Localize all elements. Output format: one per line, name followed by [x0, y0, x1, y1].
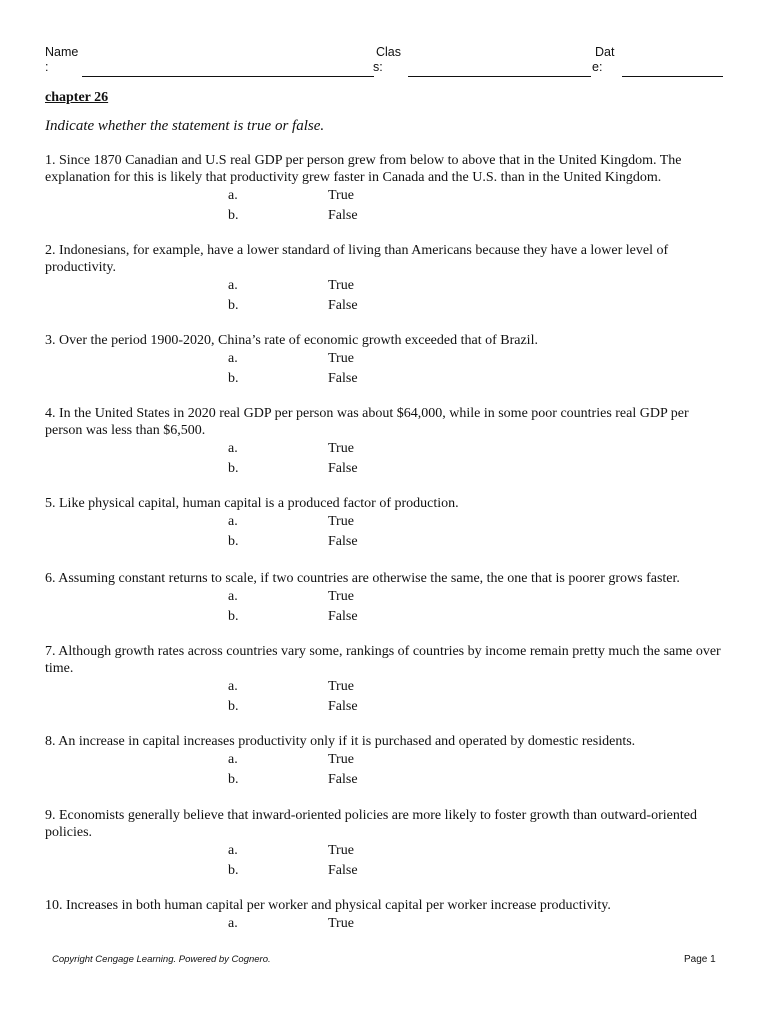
- class-label-line2: s:: [373, 60, 383, 74]
- question-1-option-true[interactable]: True: [328, 188, 354, 203]
- name-field-label: [45, 45, 78, 75]
- question-1-option-letter: a.: [228, 188, 238, 203]
- question-5-option-letter: a.: [228, 514, 238, 529]
- question-5-text: 5. Like physical capital, human capital is a produced factor of production.: [45, 496, 459, 511]
- name-label-line1: Name: [45, 45, 79, 59]
- date-field-label: [592, 45, 614, 75]
- question-8-text: 8. An increase in capital increases productivity only if it is purchased and operated by domestic residents.: [45, 734, 636, 749]
- question-5-option-letter: b.: [228, 534, 239, 549]
- question-7-option-false[interactable]: False: [328, 699, 358, 714]
- question-9-option-letter: a.: [228, 843, 238, 858]
- class-input-line: [408, 76, 591, 77]
- question-5-option-true[interactable]: True: [328, 514, 354, 529]
- question-7-text: 7. Although growth rates across countries vary some, rankings of countries by income remain pretty much the same over time.: [45, 644, 721, 676]
- copyright-text: Copyright Cengage Learning. Powered by Cognero.: [52, 954, 271, 965]
- question-1-option-letter: b.: [228, 208, 239, 223]
- question-4-option-true[interactable]: True: [328, 441, 354, 456]
- date-input-line: [622, 76, 723, 77]
- question-8-option-true[interactable]: True: [328, 752, 354, 767]
- question-4-text: 4. In the United States in 2020 real GDP per person was about $64,000, while in some poor countries real GDP per person was less than $6,500.: [45, 406, 689, 438]
- question-4-option-letter: b.: [228, 461, 239, 476]
- chapter-title: chapter 26: [45, 90, 109, 105]
- question-2-option-letter: b.: [228, 298, 239, 313]
- question-2-option-false[interactable]: False: [328, 298, 358, 313]
- question-1-option-false[interactable]: False: [328, 208, 358, 223]
- question-2-option-true[interactable]: True: [328, 278, 354, 293]
- question-9-option-true[interactable]: True: [328, 843, 354, 858]
- question-6-option-letter: b.: [228, 609, 239, 624]
- question-6-option-letter: a.: [228, 589, 238, 604]
- question-5-option-false[interactable]: False: [328, 534, 358, 549]
- question-7-option-true[interactable]: True: [328, 679, 354, 694]
- name-input-line: [82, 76, 374, 77]
- question-3-option-letter: b.: [228, 371, 239, 386]
- question-4-option-false[interactable]: False: [328, 461, 358, 476]
- question-3-text: 3. Over the period 1900-2020, China’s rate of economic growth exceeded that of Brazil.: [45, 333, 538, 348]
- class-field-label: [373, 45, 401, 75]
- question-6-option-true[interactable]: True: [328, 589, 354, 604]
- question-2-option-letter: a.: [228, 278, 238, 293]
- instruction-text: Indicate whether the statement is true or false.: [45, 118, 325, 134]
- question-8-option-letter: a.: [228, 752, 238, 767]
- question-9-option-letter: b.: [228, 863, 239, 878]
- question-2-text: 2. Indonesians, for example, have a lower standard of living than Americans because they have a lower level of productivity.: [45, 243, 669, 275]
- name-label-line2: :: [45, 60, 49, 74]
- date-label-line1: Dat: [595, 45, 615, 59]
- question-9-option-false[interactable]: False: [328, 863, 358, 878]
- class-label-line1: Clas: [376, 45, 402, 59]
- question-8-option-letter: b.: [228, 772, 239, 787]
- page-number: Page 1: [684, 954, 716, 965]
- question-6-option-false[interactable]: False: [328, 609, 358, 624]
- question-3-option-false[interactable]: False: [328, 371, 358, 386]
- question-1-text: 1. Since 1870 Canadian and U.S real GDP per person grew from below to above that in the United Kingdom. The explanation for this is likely that productivity grew faster in Canada and the U.S. than in the United Kingdom.: [45, 153, 682, 185]
- question-4-option-letter: a.: [228, 441, 238, 456]
- question-3-option-true[interactable]: True: [328, 351, 354, 366]
- question-3-option-letter: a.: [228, 351, 238, 366]
- question-8-option-false[interactable]: False: [328, 772, 358, 787]
- question-7-option-letter: b.: [228, 699, 239, 714]
- question-10-option-letter: a.: [228, 916, 238, 931]
- question-10-text: 10. Increases in both human capital per worker and physical capital per worker increase productivity.: [45, 898, 611, 913]
- question-6-text: 6. Assuming constant returns to scale, if two countries are otherwise the same, the one that is poorer grows faster.: [45, 571, 680, 586]
- question-10-option-true[interactable]: True: [328, 916, 354, 931]
- date-label-line2: e:: [592, 60, 603, 74]
- question-9-text: 9. Economists generally believe that inward-oriented policies are more likely to foster growth than outward-oriented policies.: [45, 808, 697, 840]
- question-7-option-letter: a.: [228, 679, 238, 694]
